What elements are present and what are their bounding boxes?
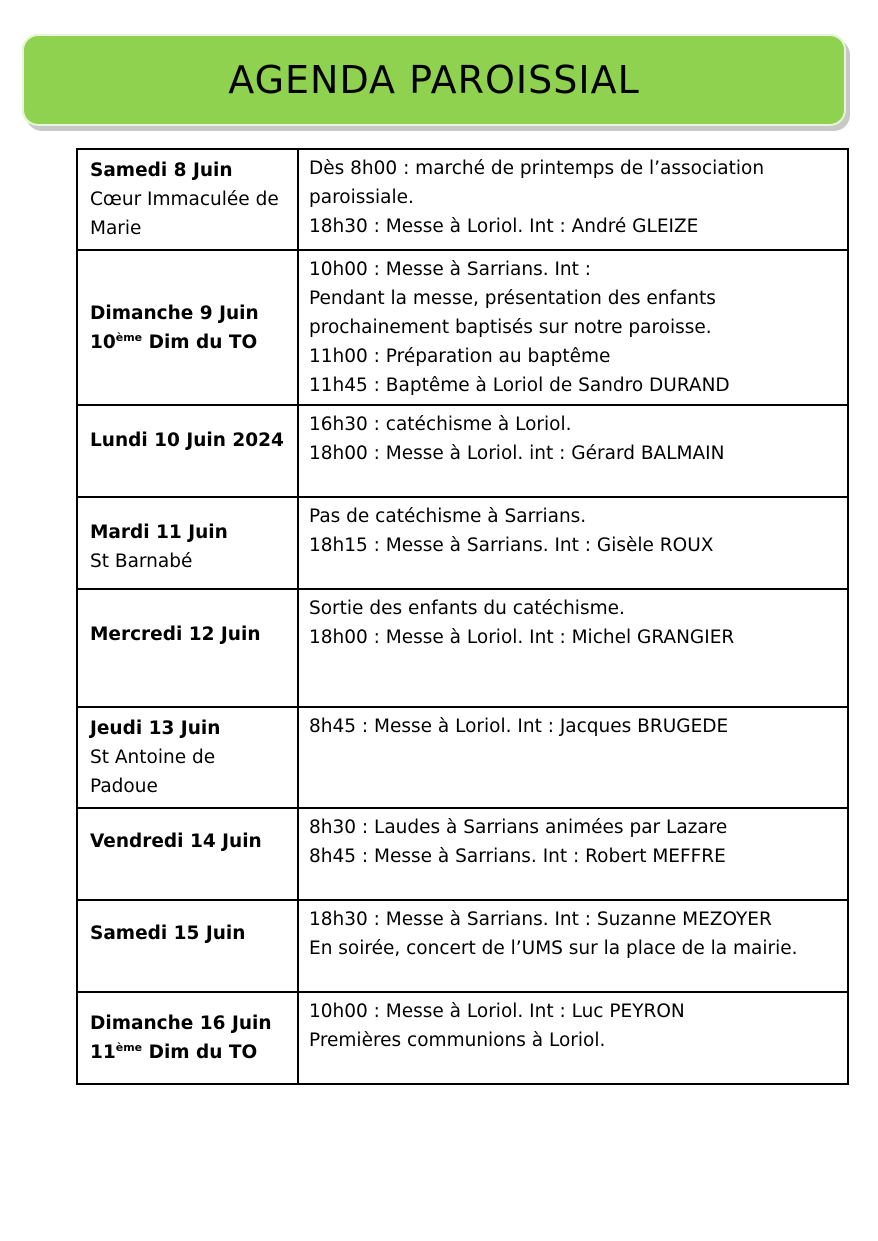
events-cell	[298, 589, 848, 707]
day-cell	[77, 149, 298, 250]
table-row	[77, 405, 848, 497]
events-cell	[298, 405, 848, 497]
liturgical-week	[90, 1038, 285, 1067]
day-title: Mercredi 12 Juin	[90, 624, 261, 645]
event-line: 8h45 : Messe à Sarrians. Int : Robert MEFFRE	[309, 846, 726, 867]
table-row	[77, 808, 848, 900]
day-title: Lundi 10 Juin 2024	[90, 430, 284, 451]
event-line: Sortie des enfants du catéchisme.	[309, 598, 625, 619]
event-line: 18h30 : Messe à Loriol. Int : André GLEIZE	[309, 216, 699, 237]
event-line: 11h00 : Préparation au baptême	[309, 346, 611, 367]
title-banner	[22, 34, 846, 126]
day-cell	[77, 992, 298, 1084]
events-cell	[298, 900, 848, 992]
table-row	[77, 707, 848, 808]
week-number: 11	[90, 1042, 116, 1063]
table-row	[77, 589, 848, 707]
day-cell	[77, 250, 298, 405]
day-title: Vendredi 14 Juin	[90, 831, 262, 852]
week-suffix: ème	[115, 1040, 143, 1054]
day-title: Jeudi 13 Juin	[90, 718, 221, 739]
event-line: Premières communions à Loriol.	[309, 1030, 606, 1051]
event-line: 18h15 : Messe à Sarrians. Int : Gisèle ROUX	[309, 535, 714, 556]
day-title: Dimanche 16 Juin	[90, 1013, 272, 1034]
table-row	[77, 497, 848, 589]
liturgical-week	[90, 328, 285, 357]
event-line: 10h00 : Messe à Sarrians. Int :	[309, 259, 592, 280]
event-line: 11h45 : Baptême à Loriol de Sandro DURAND	[309, 375, 730, 396]
day-cell	[77, 589, 298, 707]
day-cell	[77, 808, 298, 900]
event-line: 16h30 : catéchisme à Loriol.	[309, 414, 572, 435]
event-line: Dès 8h00 : marché de printemps de l’association paroissiale.	[309, 158, 765, 208]
events-cell	[298, 149, 848, 250]
event-line: 18h00 : Messe à Loriol. Int : Michel GRANGIER	[309, 627, 735, 648]
day-cell	[77, 497, 298, 589]
event-line: Pendant la messe, présentation des enfants prochainement baptisés sur notre paroisse.	[309, 288, 716, 338]
day-title: Samedi 15 Juin	[90, 923, 246, 944]
day-cell	[77, 707, 298, 808]
page-title: AGENDA PAROISSIAL	[228, 58, 640, 102]
table-row	[77, 250, 848, 405]
event-line: 10h00 : Messe à Loriol. Int : Luc PEYRON	[309, 1001, 685, 1022]
event-line: En soirée, concert de l’UMS sur la place de la mairie.	[309, 938, 798, 959]
event-line: 8h45 : Messe à Loriol. Int : Jacques BRUGEDE	[309, 716, 729, 737]
event-line: Pas de catéchisme à Sarrians.	[309, 506, 587, 527]
events-cell	[298, 992, 848, 1084]
events-cell	[298, 497, 848, 589]
day-title: Samedi 8 Juin	[90, 160, 233, 181]
day-title: Dimanche 9 Juin	[90, 302, 259, 324]
feast-name: St Antoine de Padoue	[90, 747, 216, 797]
week-number: 10	[90, 331, 116, 353]
day-cell	[77, 900, 298, 992]
day-title: Mardi 11 Juin	[90, 522, 228, 543]
feast-name: Cœur Immaculée de Marie	[90, 189, 279, 239]
table-row	[77, 900, 848, 992]
events-cell	[298, 808, 848, 900]
week-suffix: ème	[115, 330, 143, 344]
day-cell	[77, 405, 298, 497]
events-cell	[298, 250, 848, 405]
event-line: 8h30 : Laudes à Sarrians animées par Lazare	[309, 817, 728, 838]
week-label: Dim du TO	[142, 1042, 258, 1063]
agenda-table	[76, 148, 849, 1085]
event-line: 18h30 : Messe à Sarrians. Int : Suzanne MEZOYER	[309, 909, 772, 930]
table-row	[77, 149, 848, 250]
feast-name: St Barnabé	[90, 551, 193, 572]
table-row	[77, 992, 848, 1084]
event-line: 18h00 : Messe à Loriol. int : Gérard BALMAIN	[309, 443, 725, 464]
events-cell	[298, 707, 848, 808]
week-label: Dim du TO	[142, 331, 258, 353]
